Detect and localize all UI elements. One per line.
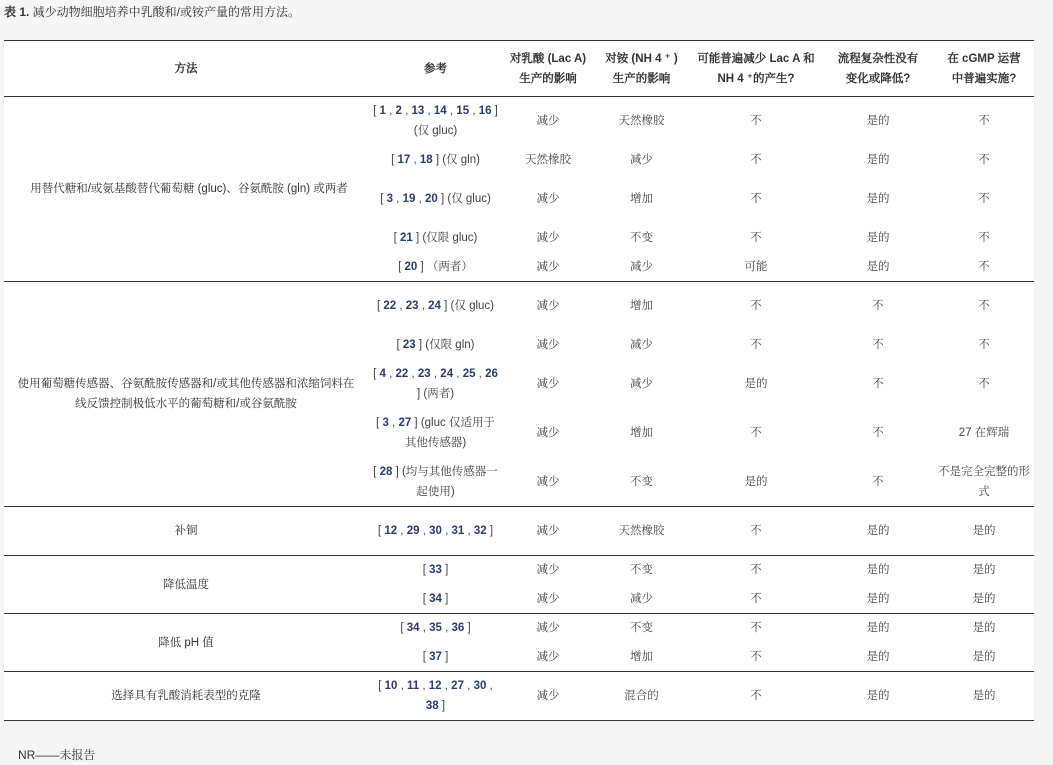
references-cell: [ 1 , 2 , 13 , 14 , 15 , 16 ] (仅 gluc) — [373, 105, 498, 138]
lactate-effect-cell: 减少 — [536, 115, 560, 128]
reference-link[interactable]: 27 — [398, 417, 412, 429]
reduce-both-cell: 不 — [750, 339, 762, 351]
column-header-line: 生产的影响 — [519, 72, 577, 85]
lactate-effect-cell: 减少 — [536, 564, 560, 577]
reference-link[interactable]: 22 — [395, 368, 409, 380]
reduce-both-cell: 是的 — [744, 378, 768, 390]
reference-link[interactable]: 14 — [433, 105, 447, 118]
table-row — [4, 507, 1034, 556]
references-cell: [ 20 ] （两者） — [368, 253, 503, 282]
method-cell: 补铜 — [4, 507, 368, 556]
reference-link[interactable]: 30 — [473, 680, 487, 692]
cgmp-cell: 不 — [978, 232, 990, 244]
reference-link[interactable]: 10 — [384, 680, 398, 692]
references-cell: [ 34 ] — [368, 585, 503, 614]
column-header-line: 方法 — [174, 62, 198, 75]
references-cell: [ 33 ] — [422, 564, 449, 577]
reduce-both-cell: 不 — [750, 622, 762, 635]
column-header-line: 在 cGMP 运营 — [947, 52, 1021, 65]
complexity-cell: 是的 — [866, 193, 890, 205]
lactate-effect-cell: 减少 — [503, 253, 593, 282]
reference-note: (均与其他传感器一起使用) — [401, 465, 498, 498]
reference-note: (两者) — [423, 388, 455, 400]
table-body — [4, 97, 1034, 721]
references-cell: [ 3 , 19 , 20 ] (仅 gluc) — [380, 193, 491, 205]
reference-link[interactable]: 23 — [417, 368, 431, 380]
reference-note: (仅 gln) — [442, 154, 480, 166]
methods-table — [4, 40, 1034, 721]
cgmp-cell: 是的 — [972, 622, 996, 635]
reference-link[interactable]: 1 — [379, 105, 386, 118]
lactate-effect-cell: 减少 — [503, 585, 593, 614]
references-cell: [ 34 , 35 , 36 ] — [400, 622, 471, 635]
ammonium-effect-cell: 混合的 — [593, 672, 690, 721]
reference-link[interactable]: 22 — [383, 300, 397, 313]
ammonium-effect-cell: 减少 — [630, 339, 653, 351]
cgmp-cell: 不 — [978, 115, 990, 128]
lactate-effect-cell: 减少 — [503, 672, 593, 721]
column-header-line: 可能普遍减少 Lac A 和 — [697, 52, 815, 65]
reduce-both-cell: 可能 — [690, 253, 822, 282]
lactate-effect-cell: 减少 — [536, 300, 560, 313]
reference-link[interactable]: 32 — [473, 525, 487, 537]
references-cell: [ 17 , 18 ] (仅 gln) — [391, 154, 480, 166]
lactate-effect-cell: 减少 — [536, 193, 560, 205]
table-row — [4, 97, 1034, 146]
complexity-cell: 不 — [872, 300, 884, 313]
reduce-both-cell: 不 — [690, 585, 822, 614]
cgmp-cell: 不 — [978, 193, 990, 205]
complexity-cell: 不 — [872, 427, 884, 439]
lactate-effect-cell: 减少 — [503, 458, 593, 507]
reference-note: (仅 gluc) — [447, 193, 491, 205]
reduce-both-cell: 不 — [750, 154, 762, 166]
lactate-effect-cell: 减少 — [536, 427, 560, 439]
complexity-cell: 是的 — [866, 154, 890, 166]
references-cell: [ 37 ] — [368, 643, 503, 672]
reference-link[interactable]: 37 — [429, 650, 442, 663]
reference-link[interactable]: 17 — [397, 154, 411, 166]
column-header — [503, 41, 593, 97]
reference-link[interactable]: 25 — [462, 368, 476, 380]
column-header — [934, 41, 1034, 97]
reduce-both-cell: 不 — [750, 193, 762, 205]
reference-note: (仅 gluc) — [413, 125, 458, 138]
reference-note: (gluc 仅适用于其他传感器) — [404, 417, 495, 449]
reference-link[interactable]: 3 — [382, 417, 389, 429]
complexity-cell: 是的 — [822, 643, 934, 672]
reference-link[interactable]: 24 — [440, 368, 454, 380]
complexity-cell: 是的 — [822, 585, 934, 614]
ammonium-effect-cell: 减少 — [630, 154, 653, 166]
reference-link[interactable]: 30 — [429, 525, 442, 537]
references-cell: [ 12 , 29 , 30 , 31 , 32 ] — [368, 507, 503, 556]
reduce-both-cell: 不 — [750, 564, 762, 577]
ammonium-effect-cell: 不变 — [630, 232, 653, 244]
complexity-cell: 是的 — [866, 232, 890, 244]
ammonium-effect-cell: 增加 — [630, 193, 653, 205]
ammonium-effect-cell: 增加 — [630, 300, 653, 313]
reference-link[interactable]: 18 — [419, 154, 433, 166]
reference-link[interactable]: 20 — [404, 260, 418, 273]
reference-note: （两者） — [426, 260, 473, 273]
cgmp-cell: 不 — [934, 253, 1034, 282]
cgmp-cell: 不 — [978, 300, 990, 313]
lactate-effect-cell: 减少 — [536, 622, 560, 635]
method-cell: 用替代糖和/或氨基酸替代葡萄糖 (gluc)、谷氨酰胺 (gln) 或两者 — [4, 97, 368, 282]
caption-text: 减少动物细胞培养中乳酸和/或铵产量的常用方法。 — [29, 5, 301, 19]
ammonium-effect-cell: 天然橡胶 — [593, 507, 690, 556]
column-header-line: 变化或降低? — [845, 72, 911, 85]
reference-link[interactable]: 31 — [451, 525, 465, 537]
cgmp-cell: 不 — [978, 378, 990, 390]
ammonium-effect-cell: 减少 — [593, 253, 690, 282]
reduce-both-cell: 不 — [750, 115, 762, 128]
table-row — [4, 614, 1034, 643]
reference-link[interactable]: 2 — [395, 105, 402, 118]
method-cell: 降低温度 — [4, 556, 368, 614]
footnote: NR——未报告 — [18, 748, 96, 762]
reference-note: (仅限 gluc) — [422, 232, 478, 244]
reduce-both-cell: 不 — [690, 643, 822, 672]
reference-link[interactable]: 20 — [424, 193, 438, 205]
table-row — [4, 282, 1034, 331]
cgmp-cell: 不 — [978, 339, 990, 351]
lactate-effect-cell: 减少 — [536, 378, 560, 390]
column-header — [4, 41, 368, 97]
reference-link[interactable]: 33 — [429, 564, 442, 577]
cgmp-cell: 是的 — [934, 585, 1034, 614]
complexity-cell: 是的 — [822, 672, 934, 721]
complexity-cell: 不 — [872, 378, 884, 390]
table-row — [4, 556, 1034, 585]
cgmp-cell: 27 在辉瑞 — [958, 427, 1010, 439]
reference-link[interactable]: 12 — [384, 525, 398, 537]
cgmp-cell: 是的 — [934, 507, 1034, 556]
lactate-effect-cell: 减少 — [503, 643, 593, 672]
reference-link[interactable]: 35 — [429, 622, 442, 635]
complexity-cell: 是的 — [866, 564, 890, 577]
column-header-line: 中普遍实施? — [951, 72, 1017, 85]
complexity-cell: 是的 — [822, 253, 934, 282]
reduce-both-cell: 不 — [750, 427, 762, 439]
cgmp-cell: 是的 — [934, 643, 1034, 672]
reference-link[interactable]: 13 — [411, 105, 425, 118]
cgmp-cell: 不是完全完整的形式 — [934, 458, 1034, 507]
reference-link[interactable]: 26 — [485, 368, 498, 380]
reference-link[interactable]: 4 — [379, 368, 386, 380]
reduce-both-cell: 是的 — [690, 458, 822, 507]
reference-link[interactable]: 28 — [379, 465, 393, 478]
references-cell: [ 10 , 11 , 12 , 27 , 30 , 38 ] — [368, 672, 503, 721]
lactate-effect-cell: 减少 — [536, 232, 560, 244]
column-header — [368, 41, 503, 97]
header-row — [4, 41, 1034, 97]
reduce-both-cell: 不 — [750, 300, 762, 313]
lactate-effect-cell: 减少 — [536, 339, 560, 351]
ammonium-effect-cell: 增加 — [630, 427, 653, 439]
ammonium-effect-cell: 不变 — [593, 458, 690, 507]
ammonium-effect-cell: 增加 — [593, 643, 690, 672]
ammonium-effect-cell: 不变 — [630, 622, 653, 635]
method-cell: 使用葡萄糖传感器、谷氨酰胺传感器和/或其他传感器和浓缩饲料在线反馈控制极低水平的葡萄糖和/或谷氨酰胺 — [4, 282, 368, 507]
reference-note: (仅限 gln) — [425, 339, 475, 351]
column-header-line: 生产的影响 — [612, 72, 671, 85]
reference-link[interactable]: 23 — [405, 300, 419, 313]
reference-link[interactable]: 21 — [400, 232, 413, 244]
reference-link[interactable]: 11 — [407, 680, 420, 692]
reference-link[interactable]: 34 — [429, 592, 442, 605]
references-cell: [ 28 ] (均与其他传感器一起使用) — [368, 458, 503, 507]
method-cell: 降低 pH 值 — [4, 614, 368, 672]
column-header-line: 流程复杂性没有 — [837, 52, 919, 65]
references-cell: [ 23 ] (仅限 gln) — [396, 339, 475, 351]
reduce-both-cell: 不 — [750, 232, 762, 244]
column-header — [822, 41, 934, 97]
ammonium-effect-cell: 不变 — [630, 564, 653, 577]
ammonium-effect-cell: 天然橡胶 — [618, 115, 665, 128]
column-header-line: NH 4 ⁺的产生? — [717, 72, 795, 85]
references-cell: [ 21 ] (仅限 gluc) — [393, 232, 478, 244]
column-header-line: 参考 — [424, 62, 447, 75]
table-caption — [4, 3, 300, 20]
cgmp-cell: 是的 — [972, 564, 996, 577]
ammonium-effect-cell: 减少 — [593, 585, 690, 614]
column-header-line: 对铵 (NH 4 ⁺ ) — [605, 52, 678, 65]
reference-link[interactable]: 3 — [386, 193, 393, 205]
reference-link[interactable]: 38 — [425, 700, 439, 712]
cgmp-cell: 不 — [978, 154, 990, 166]
reference-link[interactable]: 12 — [428, 680, 442, 692]
column-header — [593, 41, 690, 97]
complexity-cell: 是的 — [866, 115, 890, 128]
reference-link[interactable]: 19 — [402, 193, 416, 205]
reference-link[interactable]: 29 — [406, 525, 420, 537]
ammonium-effect-cell: 减少 — [630, 378, 653, 390]
complexity-cell: 不 — [872, 339, 884, 351]
complexity-cell: 是的 — [866, 622, 890, 635]
references-cell: [ 3 , 27 ] (gluc 仅适用于其他传感器) — [376, 417, 495, 449]
reference-link[interactable]: 36 — [451, 622, 465, 635]
reference-link[interactable]: 15 — [456, 105, 470, 118]
method-cell: 选择具有乳酸消耗表型的克隆 — [4, 672, 368, 721]
lactate-effect-cell: 天然橡胶 — [525, 154, 571, 166]
lactate-effect-cell: 减少 — [503, 507, 593, 556]
reduce-both-cell: 不 — [690, 672, 822, 721]
references-cell: [ 4 , 22 , 23 , 24 , 25 , 26 ] (两者) — [373, 368, 498, 400]
table-container — [4, 40, 1034, 721]
reference-note: (仅 gluc) — [450, 300, 494, 313]
caption-label: 表 1. — [4, 5, 30, 19]
reference-link[interactable]: 34 — [406, 622, 420, 635]
reference-link[interactable]: 24 — [428, 300, 441, 313]
column-header — [690, 41, 822, 97]
complexity-cell: 是的 — [822, 507, 934, 556]
references-cell: [ 22 , 23 , 24 ] (仅 gluc) — [376, 300, 494, 313]
table-row — [4, 672, 1034, 721]
reference-link[interactable]: 23 — [402, 339, 416, 351]
complexity-cell: 不 — [822, 458, 934, 507]
reference-link[interactable]: 27 — [451, 680, 464, 692]
reduce-both-cell: 不 — [690, 507, 822, 556]
reference-link[interactable]: 16 — [478, 105, 492, 118]
cgmp-cell: 是的 — [934, 672, 1034, 721]
column-header-line: 对乳酸 (Lac A) — [509, 52, 587, 65]
